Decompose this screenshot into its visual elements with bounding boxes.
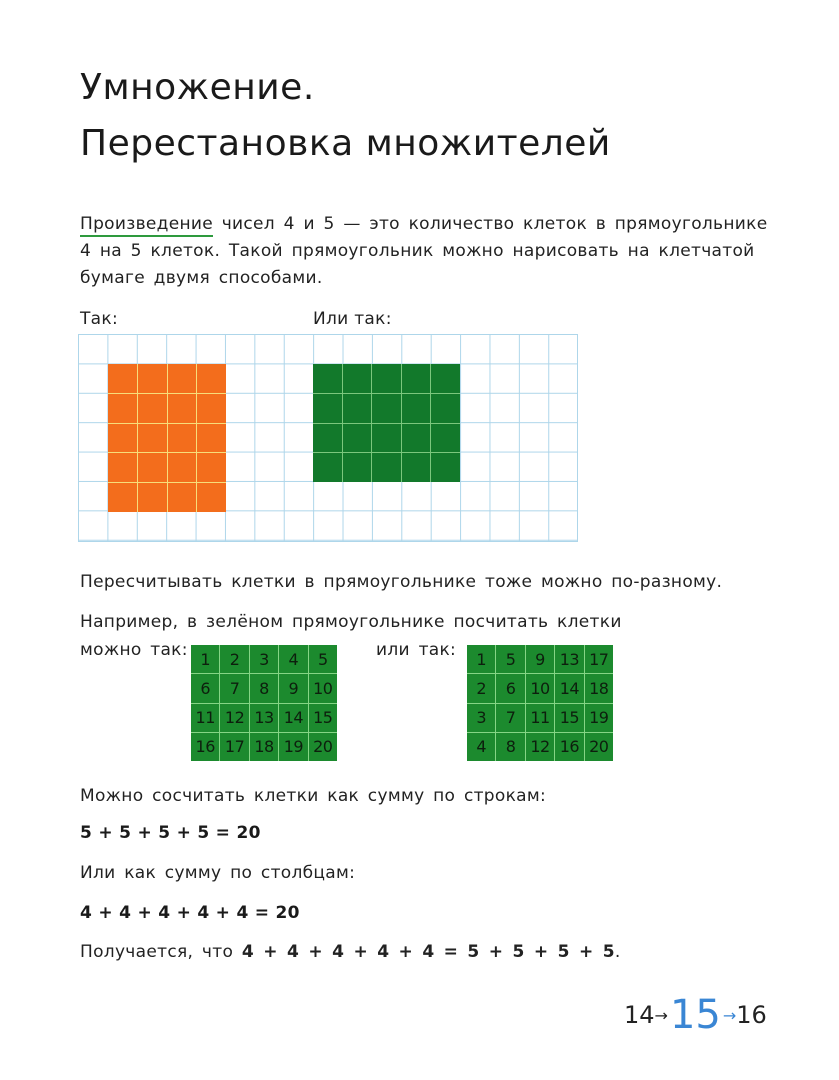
label-way-2: Или так: (313, 309, 392, 329)
counting-cell: 20 (585, 733, 613, 761)
page-title-line-2: Перестановка множителей (80, 123, 611, 164)
sum-cols-equation: 4 + 4 + 4 + 4 + 4 = 20 (80, 903, 300, 923)
grid-cell (372, 364, 401, 393)
conclusion-equation: 4 + 4 + 4 + 4 + 4 = 5 + 5 + 5 + 5 (241, 942, 615, 962)
counting-cell: 10 (526, 674, 554, 702)
counting-cell: 10 (309, 674, 337, 702)
grid-cell (197, 424, 226, 453)
grid-cell (108, 424, 137, 453)
counting-cell: 9 (279, 674, 307, 702)
counting-grid-by-columns (467, 645, 613, 761)
counting-cell: 17 (220, 733, 248, 761)
orange-rectangle-4x5 (108, 364, 226, 512)
count-text-1: Пересчитывать клетки в прямоугольнике тоже можно по-разному. (80, 572, 723, 592)
grid-cell (313, 394, 342, 423)
sum-cols-text: Или как сумму по столбцам: (80, 863, 356, 883)
counting-cell: 15 (309, 704, 337, 732)
current-page-number: 15 (669, 992, 721, 1038)
grid-cell (168, 453, 197, 482)
counting-cell: 18 (585, 674, 613, 702)
counting-cell: 11 (526, 704, 554, 732)
next-arrow-icon: → (722, 1005, 737, 1025)
grid-cell (313, 364, 342, 393)
counting-cell: 6 (496, 674, 524, 702)
grid-cell (138, 424, 167, 453)
grid-cell (343, 364, 372, 393)
counting-grid-by-rows (191, 645, 337, 761)
count-text-2: Например, в зелёном прямоугольнике посчитать клетки (80, 612, 622, 632)
grid-cell (108, 364, 137, 393)
grid-cell (343, 424, 372, 453)
counting-cell: 6 (191, 674, 219, 702)
counting-cell: 3 (467, 704, 495, 732)
count-text-3b: или так: (376, 640, 457, 660)
grid-cell (138, 453, 167, 482)
conclusion-text: Получается, что (80, 942, 242, 962)
counting-cell: 20 (309, 733, 337, 761)
count-text-3: можно так: (80, 640, 188, 660)
counting-cell: 9 (526, 645, 554, 673)
intro-paragraph (80, 211, 770, 292)
grid-cell (431, 453, 460, 482)
grid-cell (108, 483, 137, 512)
grid-cell (372, 424, 401, 453)
counting-cell: 8 (496, 733, 524, 761)
grid-cell (168, 483, 197, 512)
grid-cell (138, 364, 167, 393)
grid-cell (343, 394, 372, 423)
grid-cell (108, 453, 137, 482)
counting-cell: 7 (220, 674, 248, 702)
counting-cell: 1 (467, 645, 495, 673)
grid-cell (168, 424, 197, 453)
grid-cell (431, 394, 460, 423)
grid-cell (108, 394, 137, 423)
grid-cell (431, 364, 460, 393)
counting-cell: 5 (309, 645, 337, 673)
prev-arrow-icon: → (654, 1005, 668, 1025)
grid-cell (197, 483, 226, 512)
grid-cell (138, 483, 167, 512)
counting-cell: 5 (496, 645, 524, 673)
sum-rows-equation: 5 + 5 + 5 + 5 = 20 (80, 823, 261, 843)
label-way-1: Так: (80, 309, 118, 329)
prev-page-number[interactable]: 14 (624, 1001, 655, 1029)
page-navigation (624, 990, 767, 1040)
counting-cell: 19 (585, 704, 613, 732)
grid-cell (197, 394, 226, 423)
counting-cell: 16 (191, 733, 219, 761)
sum-rows-text: Можно сосчитать клетки как сумму по строкам: (80, 786, 547, 806)
counting-cell: 2 (467, 674, 495, 702)
grid-cell (197, 453, 226, 482)
counting-cell: 13 (250, 704, 278, 732)
grid-cell (313, 424, 342, 453)
green-rectangle-5x4 (313, 364, 460, 482)
grid-cell (402, 453, 431, 482)
intro-text: чисел 4 и 5 — это количество клеток в прямоугольнике 4 на 5 клеток. Такой прямоугольник можно нарисовать на клетчатой бумаге двумя способами. (80, 214, 768, 288)
grid-cell (372, 453, 401, 482)
grid-cell (402, 394, 431, 423)
counting-cell: 7 (496, 704, 524, 732)
counting-cell: 14 (279, 704, 307, 732)
counting-cell: 8 (250, 674, 278, 702)
counting-cell: 2 (220, 645, 248, 673)
term-product: Произведение (80, 214, 213, 237)
counting-cell: 12 (220, 704, 248, 732)
counting-cell: 16 (555, 733, 583, 761)
grid-cell (313, 453, 342, 482)
grid-cell (168, 394, 197, 423)
counting-cell: 17 (585, 645, 613, 673)
counting-cell: 13 (555, 645, 583, 673)
counting-cell: 1 (191, 645, 219, 673)
page-title (80, 60, 611, 172)
grid-cell (402, 424, 431, 453)
counting-cell: 18 (250, 733, 278, 761)
grid-cell (168, 364, 197, 393)
grid-cell (372, 394, 401, 423)
grid-cell (402, 364, 431, 393)
grid-cell (431, 424, 460, 453)
conclusion (80, 942, 621, 962)
grid-cell (197, 364, 226, 393)
grid-cell (343, 453, 372, 482)
counting-cell: 14 (555, 674, 583, 702)
counting-cell: 4 (467, 733, 495, 761)
next-page-number[interactable]: 16 (736, 1001, 767, 1029)
counting-cell: 3 (250, 645, 278, 673)
grid-cell (138, 394, 167, 423)
page-title-line-1: Умножение. (80, 67, 315, 108)
counting-cell: 11 (191, 704, 219, 732)
counting-cell: 12 (526, 733, 554, 761)
counting-cell: 19 (279, 733, 307, 761)
counting-cell: 15 (555, 704, 583, 732)
conclusion-end: . (614, 942, 621, 962)
counting-cell: 4 (279, 645, 307, 673)
